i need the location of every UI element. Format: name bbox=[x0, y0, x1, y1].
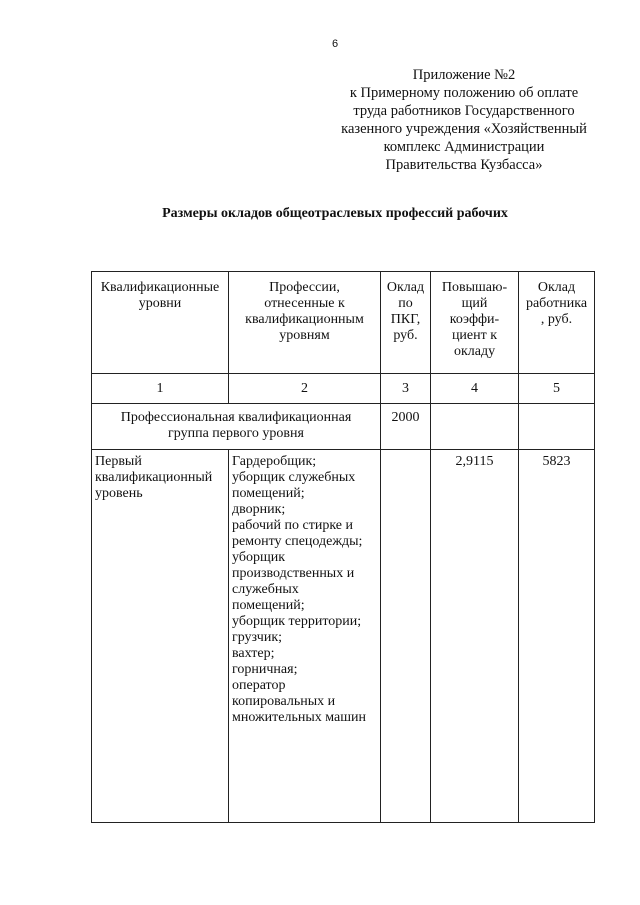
coefficient-value: 2,9115 bbox=[431, 450, 519, 823]
profession-item: вахтер; bbox=[232, 646, 275, 661]
profession-item: дворник; bbox=[232, 502, 286, 517]
profession-item: производственных и bbox=[232, 566, 355, 581]
profession-item: грузчик; bbox=[232, 630, 283, 645]
appendix-line: Правительства Кузбасса» bbox=[385, 157, 543, 173]
profession-item: рабочий по стирке и bbox=[232, 518, 353, 533]
table-row bbox=[92, 450, 595, 823]
profession-item: уборщик bbox=[232, 550, 286, 565]
document-title: Размеры окладов общеотраслевых профессий рабочих bbox=[162, 206, 508, 221]
column-number: 5 bbox=[519, 374, 595, 404]
column-number: 1 bbox=[92, 374, 229, 404]
header-worker-salary: Оклад работника , руб. bbox=[519, 272, 595, 374]
appendix-line: труда работников Государственного bbox=[353, 103, 575, 119]
column-number: 2 bbox=[229, 374, 381, 404]
worker-salary-value: 5823 bbox=[519, 450, 595, 823]
appendix-line: комплекс Администрации bbox=[383, 139, 545, 155]
profession-item: помещений; bbox=[232, 598, 305, 613]
profession-item: оператор bbox=[232, 678, 286, 693]
profession-item: уборщик территории; bbox=[232, 614, 362, 629]
appendix-heading bbox=[330, 66, 598, 174]
group-row bbox=[92, 404, 595, 450]
profession-item: множительных машин bbox=[232, 710, 367, 725]
appendix-line: казенного учреждения «Хозяйственный bbox=[341, 121, 587, 137]
profession-item: ремонту спецодежды; bbox=[232, 534, 363, 549]
profession-item: горничная; bbox=[232, 662, 298, 677]
group-salary: 2000 bbox=[381, 404, 431, 450]
column-number-row bbox=[92, 374, 595, 404]
empty-cell bbox=[431, 404, 519, 450]
profession-item: служебных bbox=[232, 582, 299, 597]
salary-table bbox=[91, 271, 595, 823]
column-number: 3 bbox=[381, 374, 431, 404]
profession-item: копировальных и bbox=[232, 694, 336, 709]
table-header-row bbox=[92, 272, 595, 374]
empty-cell bbox=[519, 404, 595, 450]
page-number: 6 bbox=[331, 38, 339, 50]
header-coefficient: Повышаю- щий коэффи- циент к окладу bbox=[431, 272, 519, 374]
column-number: 4 bbox=[431, 374, 519, 404]
profession-item: помещений; bbox=[232, 486, 305, 501]
group-name: Профессиональная квалификационная группа первого уровня bbox=[92, 404, 381, 450]
header-professions: Профессии, отнесенные к квалификационным уровням bbox=[229, 272, 381, 374]
professions-list bbox=[229, 450, 381, 823]
profession-item: уборщик служебных bbox=[232, 470, 356, 485]
appendix-line: Приложение №2 bbox=[412, 67, 516, 83]
profession-item: Гардеробщик; bbox=[232, 454, 317, 469]
header-pkg-salary: Оклад по ПКГ, руб. bbox=[381, 272, 431, 374]
header-qualification-levels: Квалификационные уровни bbox=[92, 272, 229, 374]
appendix-line: к Примерному положению об оплате bbox=[349, 85, 579, 101]
empty-cell bbox=[381, 450, 431, 823]
qualification-level: Первый квалификационный уровень bbox=[92, 450, 229, 823]
